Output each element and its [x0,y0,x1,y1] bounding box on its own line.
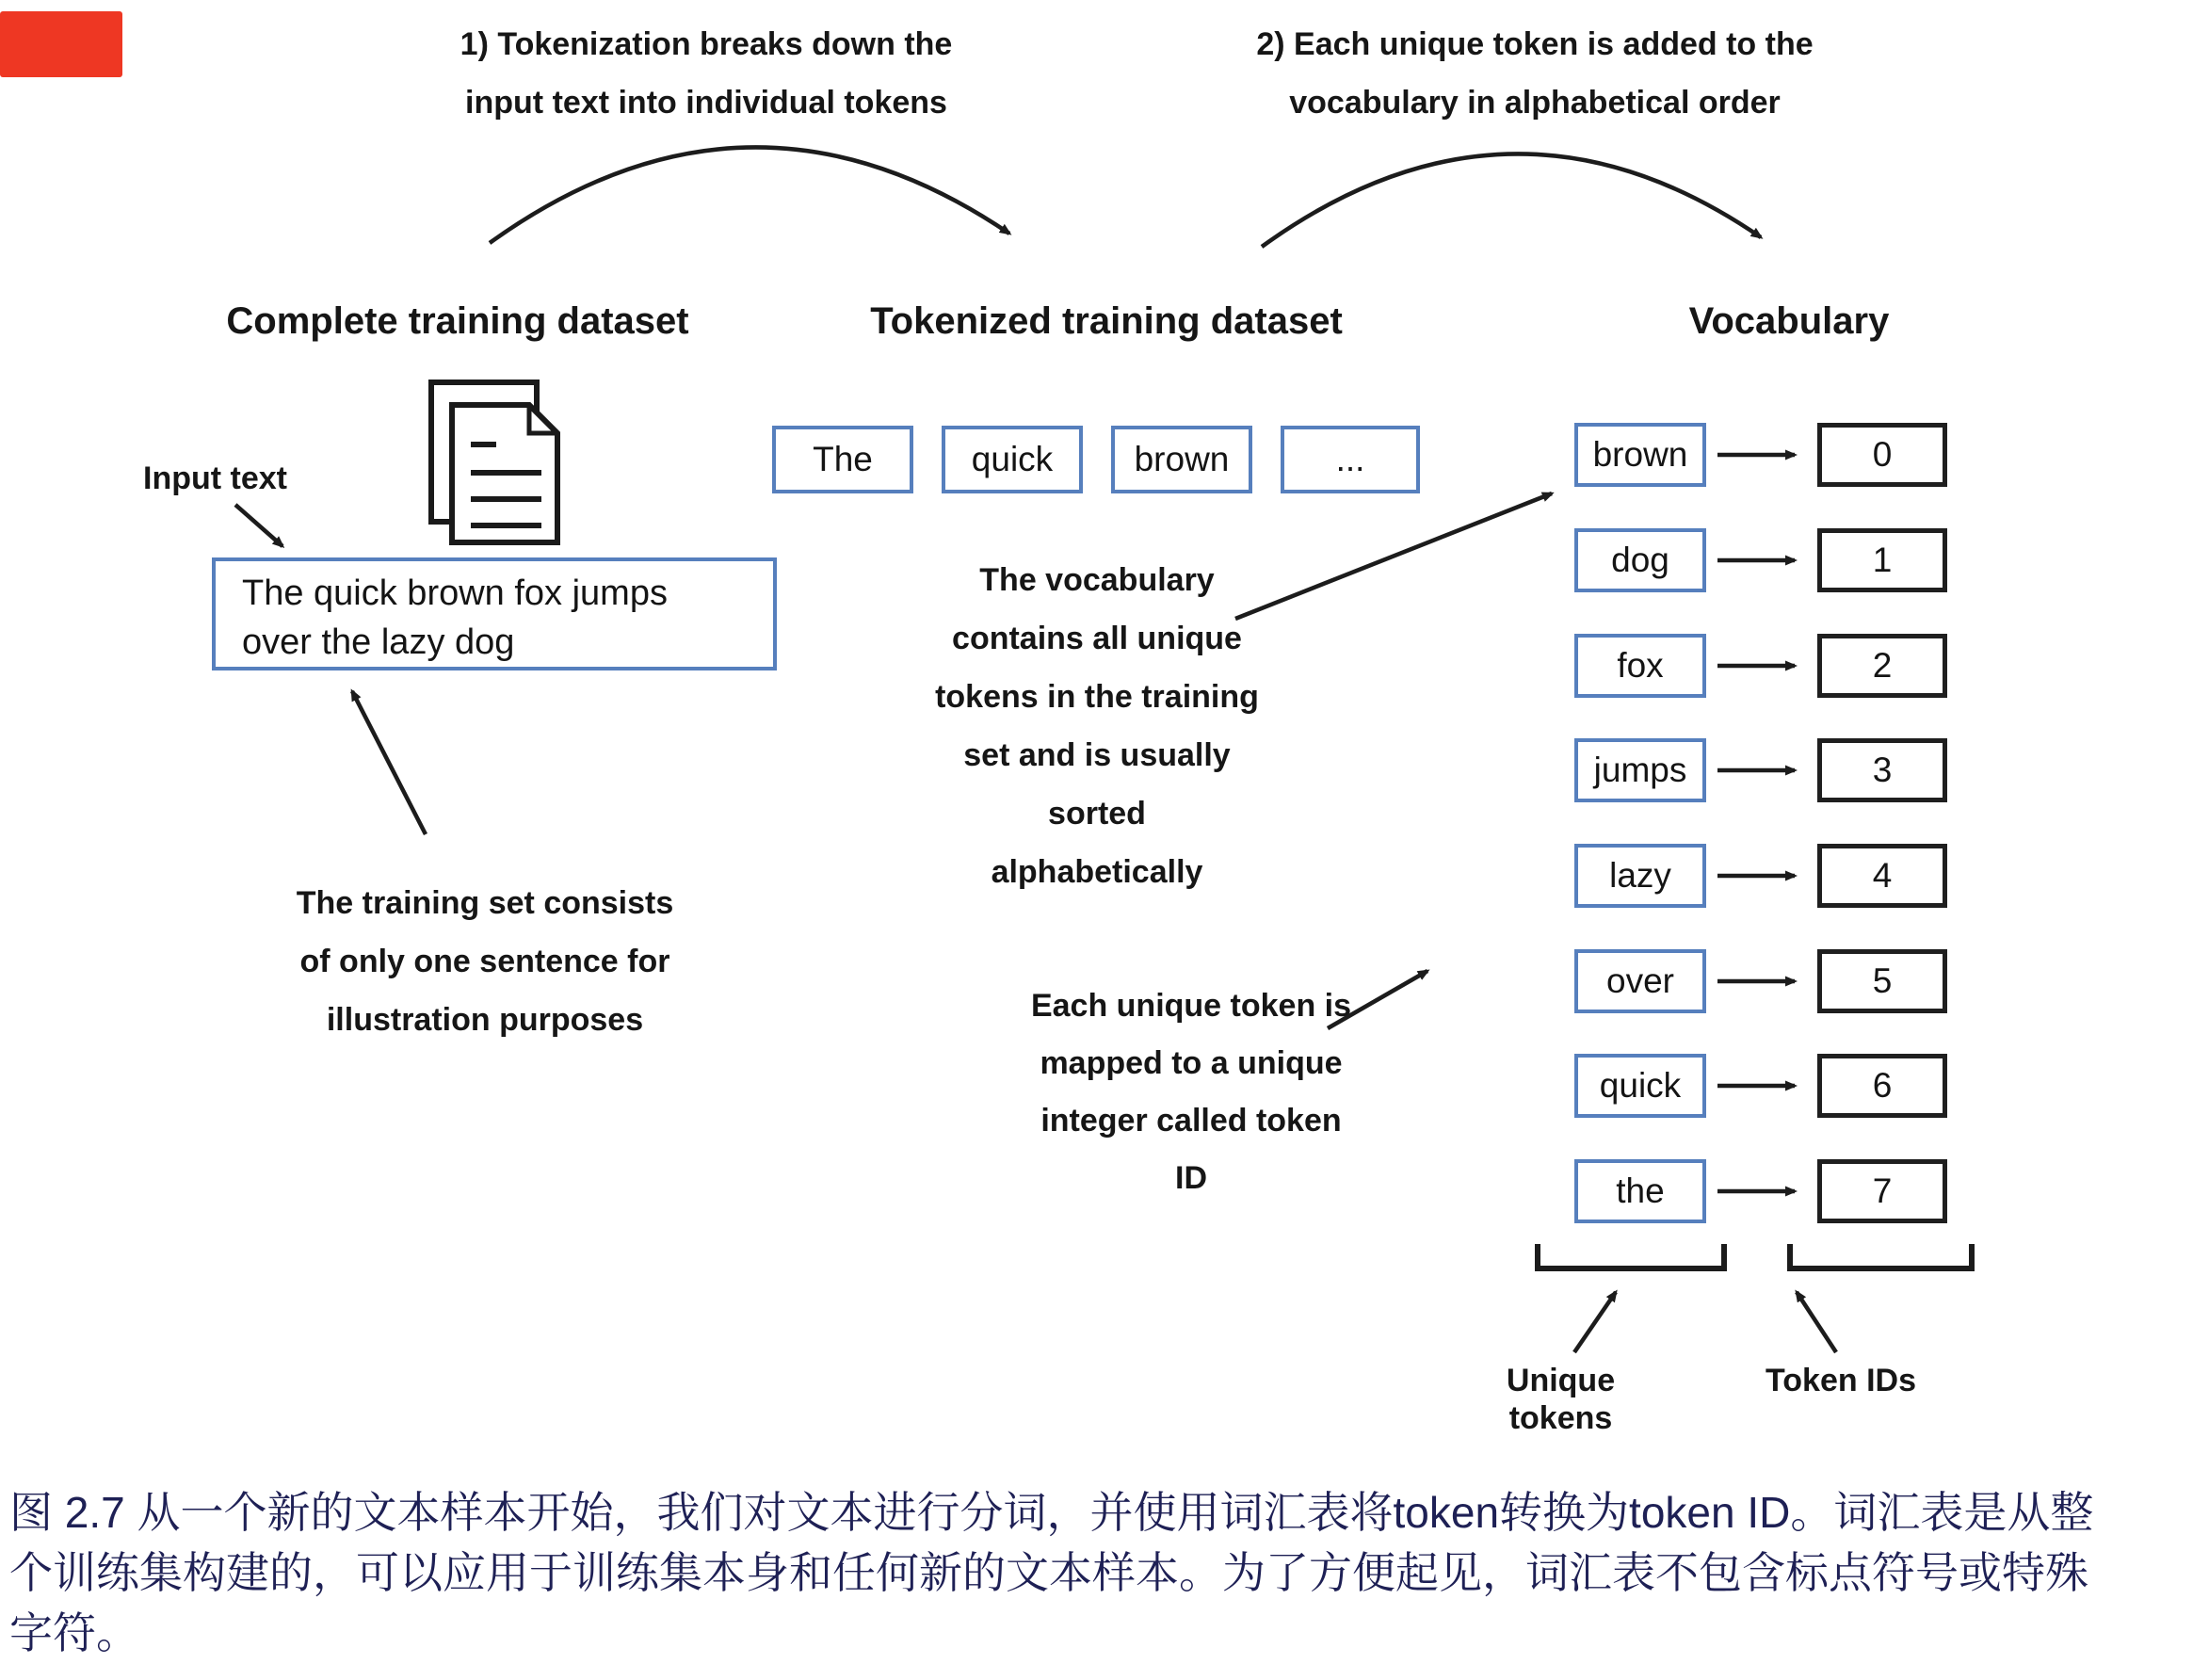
token-ids-bracket [1790,1244,1972,1268]
token-id-note-line2: mapped to a unique [1040,1045,1343,1081]
vocab-token-box: fox [1574,634,1706,698]
input-text-label: Input text [143,460,287,496]
step2-line2: vocabulary in alphabetical order [1289,85,1781,121]
input-label-arrow [235,505,282,546]
vocab-token-box: brown [1574,423,1706,487]
step2-curved-arrow [1262,153,1761,247]
figure-caption-line1: 图 2.7 从一个新的文本样本开始，我们对文本进行分词，并使用词汇表将token转换为token ID。词汇表是从整 [9,1488,2094,1537]
token-ids-arrow [1797,1292,1836,1352]
vocab-token-box: quick [1574,1054,1706,1118]
token-ids-label: Token IDs [1766,1363,1916,1398]
figure-caption-line3: 字符。 [9,1608,139,1657]
vocab-id-box: 4 [1817,844,1947,908]
training-note-line2: of only one sentence for [299,944,670,979]
step1-line1: 1) Tokenization breaks down the [460,26,953,62]
step1-line2: input text into individual tokens [465,85,947,121]
vocab-token-box: over [1574,949,1706,1013]
unique-tokens-label: Unique tokens [1506,1363,1616,1436]
training-note-line1: The training set consists [296,885,674,921]
vocab-id-box: 2 [1817,634,1947,698]
vocab-note-line4: set and is usually [963,737,1231,773]
token-chip-ellipsis: ... [1281,426,1420,493]
unique-tokens-bracket [1538,1244,1724,1268]
token-id-note-line3: integer called token [1040,1103,1342,1139]
vocab-note-line2: contains all unique [952,621,1242,656]
step1-curved-arrow [490,147,1009,243]
vocab-id-box: 5 [1817,949,1947,1013]
header-vocabulary: Vocabulary [1688,300,1890,342]
vocab-token-box: the [1574,1159,1706,1223]
vocab-id-box: 3 [1817,738,1947,802]
vocab-note-line5: sorted [1048,796,1146,832]
step2-line1: 2) Each unique token is added to the [1256,26,1814,62]
document-pages-icon [431,382,557,542]
unique-tokens-arrow [1574,1292,1616,1352]
token-chip: quick [942,426,1083,493]
vocab-id-box: 6 [1817,1054,1947,1118]
vocab-note-line3: tokens in the training [935,679,1259,715]
vocab-note-arrow [1235,493,1552,619]
token-chip: brown [1111,426,1252,493]
figure-caption-line2: 个训练集构建的，可以应用于训练集本身和任何新的文本样本。为了方便起见，词汇表不包含标点符号或特殊 [9,1548,2088,1597]
input-sentence-line2: over the lazy dog [242,622,515,662]
token-chip: The [772,426,913,493]
header-complete-dataset: Complete training dataset [226,300,689,342]
token-id-note-line1: Each unique token is [1030,988,1352,1024]
vocab-token-box: lazy [1574,844,1706,908]
training-note-arrow [352,691,426,834]
vocab-token-box: jumps [1574,738,1706,802]
token-id-note-arrow [1328,971,1427,1028]
input-sentence-line1: The quick brown fox jumps [242,573,668,613]
token-id-note-line4: ID [1175,1160,1207,1196]
vocab-note-line6: alphabetically [991,854,1203,890]
vocab-id-box: 1 [1817,528,1947,592]
vocab-token-box: dog [1574,528,1706,592]
vocab-id-box: 0 [1817,423,1947,487]
training-note-line3: illustration purposes [326,1002,644,1038]
header-tokenized-dataset: Tokenized training dataset [870,300,1343,342]
vocab-note-line1: The vocabulary [979,562,1215,598]
vocab-id-box: 7 [1817,1159,1947,1223]
